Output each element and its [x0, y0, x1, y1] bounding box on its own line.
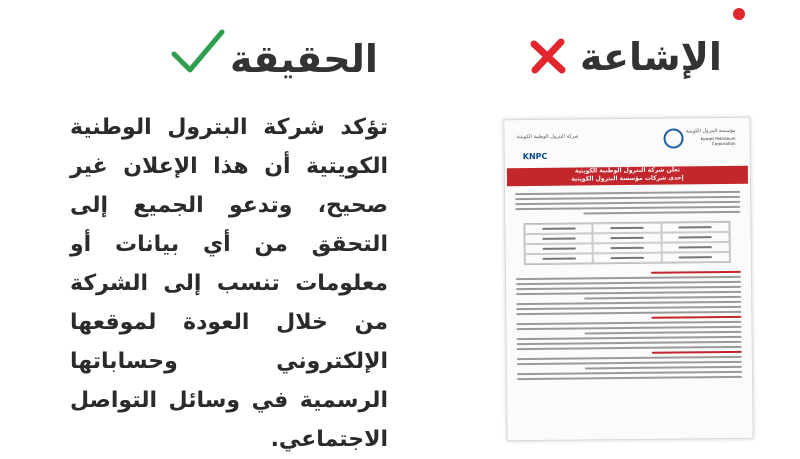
fake-announcement-document — [503, 117, 753, 442]
document-header — [504, 118, 749, 169]
banner-line-2: إحدى شركات مؤسسة البترول الكويتية — [571, 174, 684, 183]
check-icon — [168, 26, 228, 78]
knpc-logo: KNPC — [522, 151, 548, 162]
red-dot — [733, 8, 745, 20]
document-body-lines — [516, 268, 742, 383]
knpc-name-ar: شركة البترول الوطنية الكويتية — [516, 133, 579, 141]
truth-statement: تؤكد شركة البترول الوطنية الكويتية أن هذا الإعلان غير صحيح، وتدعو الجميع إلى التحقق من أي بيانات أو معلومات تنسب إلى الشركة من خلال العودة لموقعها الإلكتروني وحساباتها الرسمية في وسائل التواصل الاجتماعي. — [70, 115, 388, 452]
cross-icon — [528, 36, 568, 76]
document-table — [523, 221, 730, 265]
kpc-logo-mark — [663, 128, 683, 148]
document-intro-lines — [515, 188, 740, 218]
truth-heading: الحقيقة — [230, 37, 378, 81]
rumor-heading: الإشاعة — [580, 35, 722, 79]
kpc-name-en: Kuwait Petroleum Corporation — [700, 135, 736, 147]
document-banner — [507, 166, 748, 187]
kpc-name-ar: مؤسسة البترول الكويتية — [685, 127, 736, 135]
banner-line-1: تعلن شركة البترول الوطنية الكويتية — [574, 166, 680, 175]
